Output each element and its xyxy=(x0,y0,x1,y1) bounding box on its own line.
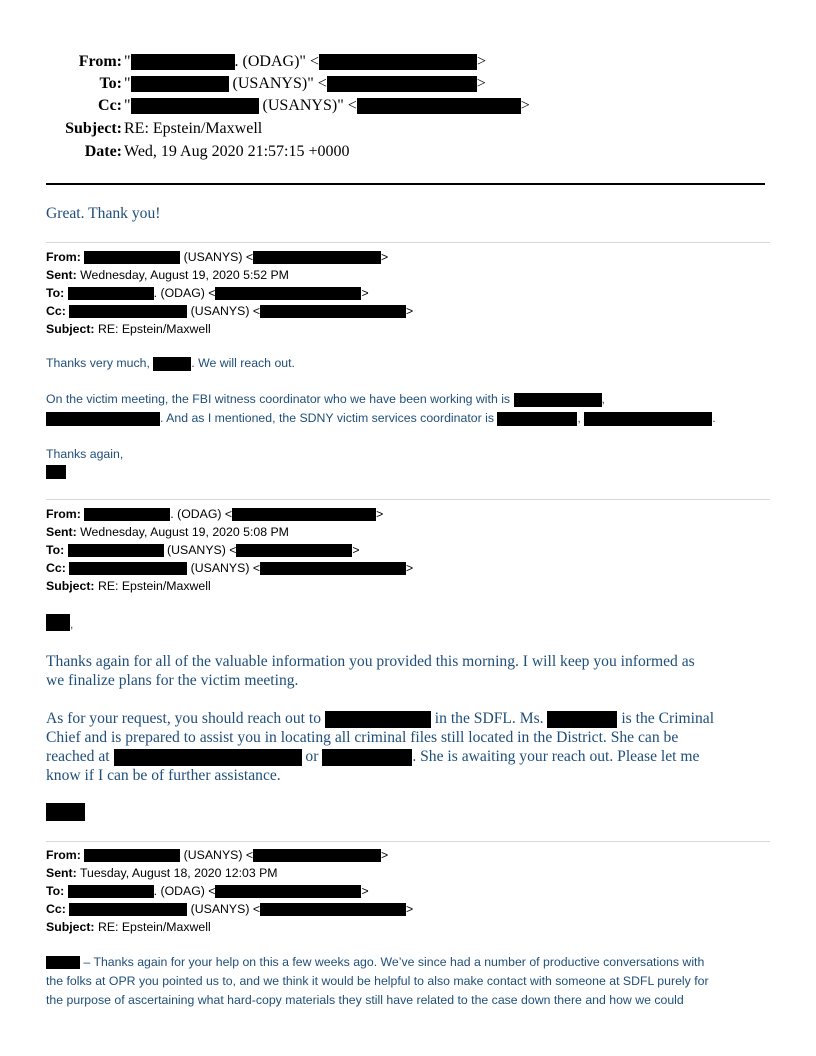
redaction xyxy=(46,614,70,631)
redaction xyxy=(325,711,431,728)
sent-value: Wednesday, August 19, 2020 5:52 PM xyxy=(80,268,289,282)
message-body: As for your request, you should reach out to in the SDFL. Ms. is the Criminal Chief and is prepared to assist you in locating all criminal files still located in the District. She can be reached at or . She is awaiting your reach out. Please let me know if I can be of further assistance. xyxy=(46,710,715,784)
date-label: Date: xyxy=(84,143,122,160)
message-meta: From: (USANYS) < > Sent: Tuesday, August 18, 2020 12:03 PM To: . (ODAG) < > Cc: (USANYS) < > Subject: RE: Epstein/Maxwell xyxy=(46,848,414,934)
message-body: Thanks very much, . We will reach out. xyxy=(46,356,295,370)
redaction xyxy=(46,465,66,479)
redaction xyxy=(131,54,235,70)
redaction xyxy=(69,305,187,318)
redaction xyxy=(68,544,164,557)
redaction xyxy=(68,287,154,300)
subject-value: RE: Epstein/Maxwell xyxy=(97,322,211,336)
message-divider xyxy=(46,499,770,500)
message-meta: From: (USANYS) < > Sent: Wednesday, August 19, 2020 5:52 PM To: . (ODAG) < > Cc: (USANYS) < > Subject: RE: Epstein/Maxwell xyxy=(46,250,414,336)
redaction xyxy=(260,562,406,575)
redaction xyxy=(584,412,712,426)
redaction xyxy=(46,803,85,821)
subject-value: RE: Epstein/Maxwell xyxy=(97,920,211,934)
cc-value: (USANYS)" < xyxy=(258,97,357,114)
redaction xyxy=(319,54,477,70)
redaction xyxy=(327,76,477,92)
from-value: . (ODAG)" < xyxy=(234,53,319,70)
message-body: Thanks again for all of the valuable information you provided this morning. I will keep you informed as we finalize plans for the victim meeting. xyxy=(46,653,695,689)
redaction xyxy=(69,903,187,916)
redaction xyxy=(84,251,180,264)
reply-text: Great. Thank you! xyxy=(46,205,161,222)
sent-value: Wednesday, August 19, 2020 5:08 PM xyxy=(80,525,289,539)
redaction xyxy=(232,508,376,521)
redaction xyxy=(131,98,259,114)
to-label: To: xyxy=(99,75,122,92)
subject-value: RE: Epstein/Maxwell xyxy=(97,579,211,593)
message-body: Thanks again, xyxy=(46,447,124,461)
redaction xyxy=(215,885,361,898)
redaction xyxy=(514,393,602,407)
subject-label: Subject: xyxy=(65,120,122,137)
redaction xyxy=(68,885,154,898)
redaction xyxy=(69,562,187,575)
redaction xyxy=(84,508,170,521)
cc-label: Cc: xyxy=(98,97,122,114)
redaction xyxy=(260,305,406,318)
message-divider xyxy=(46,841,770,842)
to-value: (USANYS)" < xyxy=(228,75,327,92)
redaction xyxy=(497,412,577,426)
from-label: From: xyxy=(78,53,122,70)
redaction xyxy=(253,849,381,862)
redaction xyxy=(84,849,180,862)
redaction xyxy=(153,357,191,371)
redaction xyxy=(236,544,352,557)
redaction xyxy=(46,412,160,426)
redaction xyxy=(547,711,617,728)
sent-value: Tuesday, August 18, 2020 12:03 PM xyxy=(79,866,278,880)
redaction xyxy=(131,76,229,92)
date-value: Wed, 19 Aug 2020 21:57:15 +0000 xyxy=(124,143,350,160)
redaction xyxy=(260,903,406,916)
redaction xyxy=(322,749,412,766)
subject-value: RE: Epstein/Maxwell xyxy=(124,120,263,137)
redaction xyxy=(253,251,381,264)
redaction xyxy=(46,956,80,969)
message-meta: From: . (ODAG) < > Sent: Wednesday, August 19, 2020 5:08 PM To: (USANYS) < > Cc: (USANYS) < > Subject: RE: Epstein/Maxwell xyxy=(46,507,414,593)
header-divider xyxy=(46,183,765,185)
redaction xyxy=(114,749,302,766)
message-body: – Thanks again for your help on this a few weeks ago. We’ve since had a number of productive conversations with the folks at OPR you pointed us to, and we think it would be helpful to also make contact with someone at SDFL purely for the purpose of ascertaining what hard-copy materials they still have related to the case down there and how we could xyxy=(46,955,709,1007)
redaction xyxy=(215,287,361,300)
redaction xyxy=(357,98,521,114)
message-divider xyxy=(46,242,770,243)
message-body: On the victim meeting, the FBI witness coordinator who we have been working with is , . And as I mentioned, the SDNY victim services coordinator is , . xyxy=(46,392,716,425)
